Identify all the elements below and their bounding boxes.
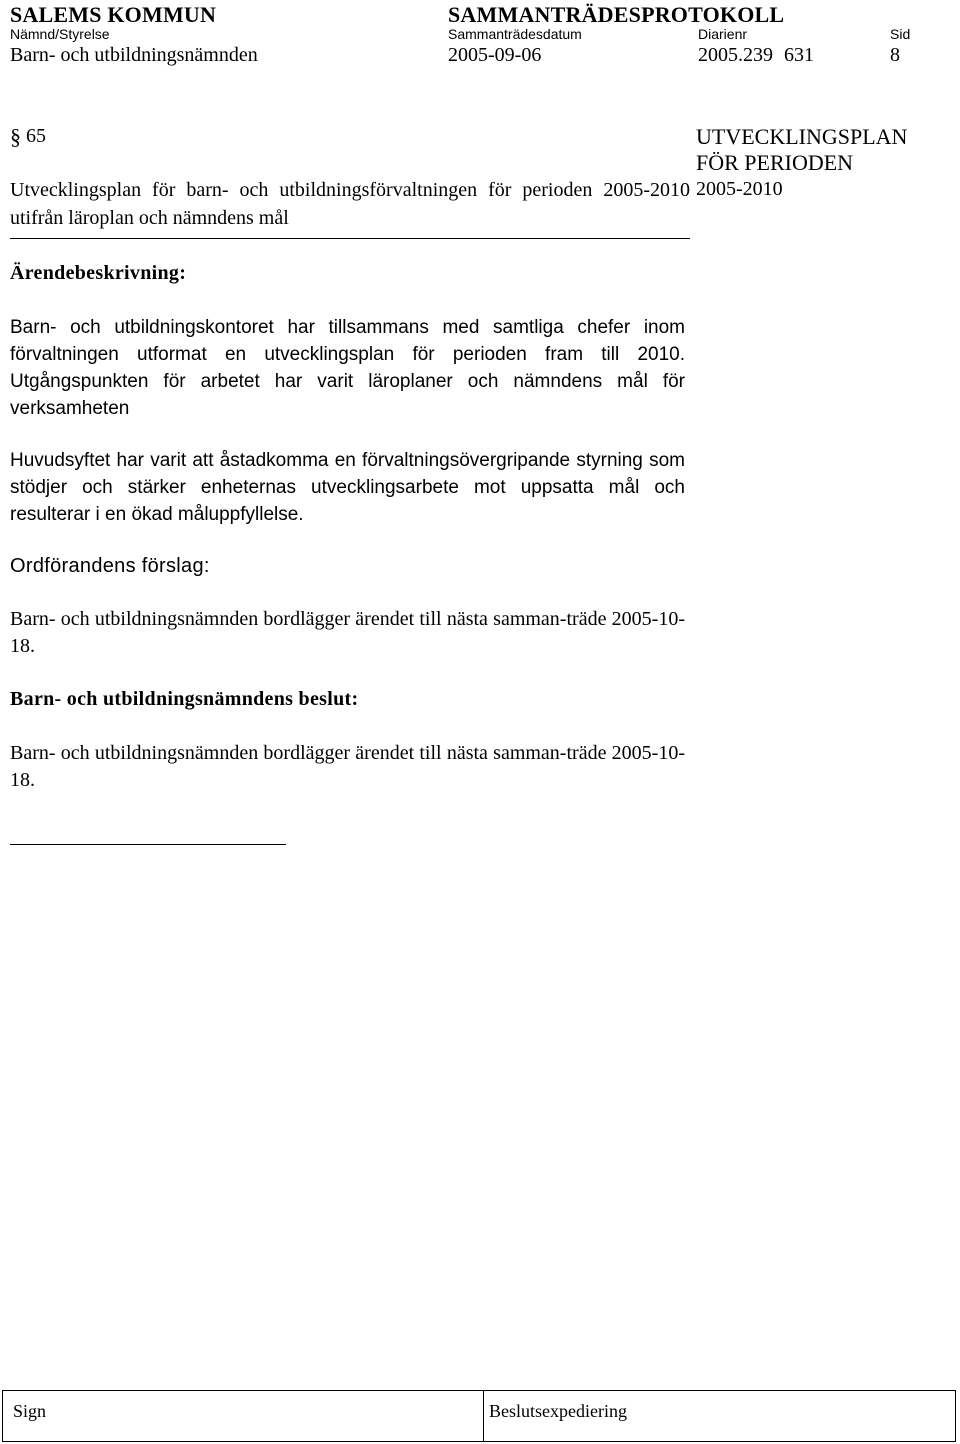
side-heading-line-1: UTVECKLINGSPLAN: [696, 124, 908, 149]
sign-box: [2, 1390, 956, 1442]
meeting-date-value: 2005-09-06: [448, 44, 542, 66]
committee-value: Barn- och utbildningsnämnden: [10, 44, 258, 66]
description-paragraph-1: [10, 314, 685, 422]
document-type: SAMMANTRÄDESPROTOKOLL: [448, 2, 785, 27]
section-symbol: §: [10, 124, 21, 149]
page-value: 8: [890, 44, 900, 66]
side-heading-line-3: 2005-2010: [696, 178, 783, 200]
decision-heading: Barn- och utbildningsnämndens beslut:: [10, 688, 359, 710]
description-paragraph-2-text: Huvudsyftet har varit att åstadkomma en förvaltningsövergripande styrning som stödjer och stärker enheternas utvecklingsarbete mot uppsatta mål och resulterar i en ökad måluppfyllelse.: [10, 450, 685, 525]
proposal-text: Barn- och utbildningsnämnden bordlägger ärendet till nästa samman-träde 2005-10-18.: [10, 608, 685, 657]
end-rule: [10, 844, 286, 845]
section-number: 65: [26, 125, 46, 147]
org-name: SALEMS KOMMUN: [10, 2, 217, 27]
page-label: Sid: [890, 26, 911, 42]
sign-label: Sign: [13, 1401, 47, 1421]
reg-no-label: Diarienr: [698, 26, 748, 42]
side-heading-line-2: FÖR PERIODEN: [696, 150, 854, 175]
proposal-heading: Ordförandens förslag:: [10, 555, 210, 577]
description-heading: Ärendebeskrivning:: [10, 262, 187, 284]
sign-box-divider: [483, 1391, 484, 1441]
reg-no-value: 2005.239 631: [698, 44, 814, 66]
dispatch-label: Beslutsexpediering: [489, 1401, 627, 1421]
decision-text: Barn- och utbildningsnämnden bordlägger ärendet till nästa samman-träde 2005-10-18.: [10, 742, 685, 791]
section-title: Utvecklingsplan för barn- och utbildningsförvaltningen för perioden 2005-2010 utifrån läroplan och nämndens mål: [10, 176, 690, 239]
description-paragraph-2: [10, 447, 685, 528]
committee-label: Nämnd/Styrelse: [10, 26, 110, 42]
description-paragraph-1-text: Barn- och utbildningskontoret har tillsammans med samtliga chefer inom förvaltningen utformat en utvecklingsplan för perioden fram till 2010. Utgångspunkten för arbetet har varit läroplaner och nämndens mål för verksamheten: [10, 317, 685, 419]
meeting-date-label: Sammanträdesdatum: [448, 26, 582, 42]
